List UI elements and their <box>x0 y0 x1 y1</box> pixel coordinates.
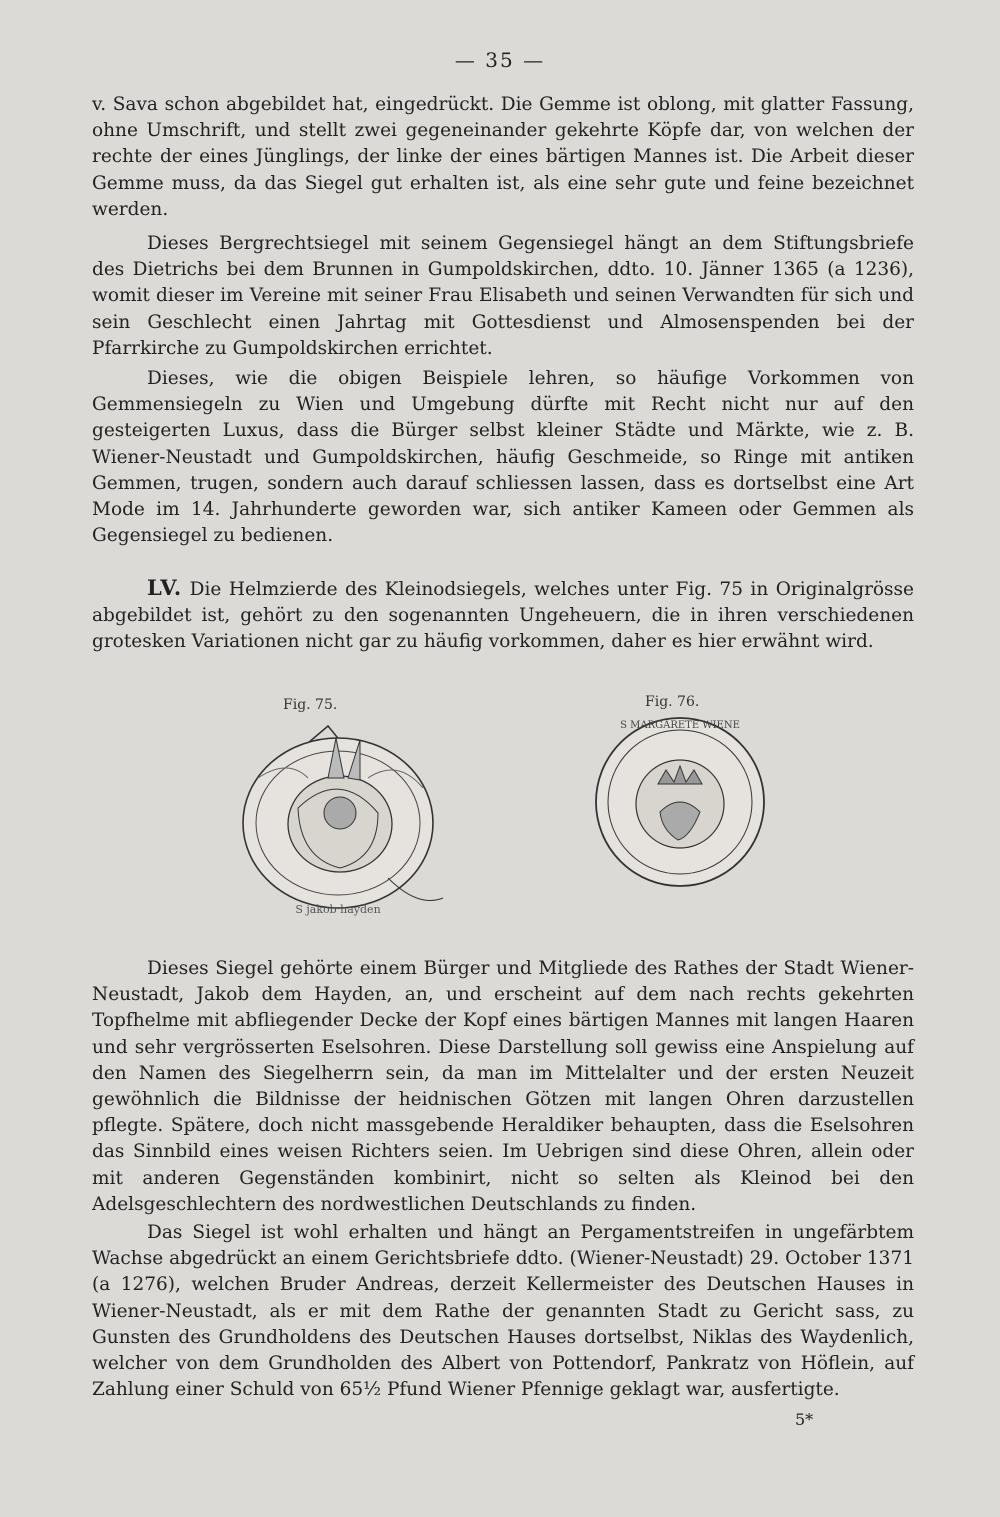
seal-illustration-fig-75 <box>228 718 458 918</box>
section-lv-text: Die Helmzierde des Kleinodsiegels, welches unter Fig. 75 in Originalgrösse abgebildet ist, gehört zu den sogenannten Ungeheuern, die in ihren verschiedenen grotesken Variationen nicht gar zu häufig vorkommen, daher es hier erwähnt wird. <box>92 579 914 653</box>
seal-illustration-fig-76 <box>590 712 770 892</box>
paragraph-bergrecht-seal: Dieses Bergrechtsiegel mit seinem Gegensiegel hängt an dem Stiftungsbriefe des Dietrichs bei dem Brunnen in Gumpoldskirchen, ddto. 10. Jänner 1365 (a 1236), womit dieser im Vereine mit seiner Frau Elisabeth und seinen Verwandten für sich und sein Geschlecht einen Jahrtag mit Gottesdienst und Almosenspenden bei der Pfarrkirche zu Gumpoldskirchen errichtet. <box>92 233 914 359</box>
paragraph-seal-charter: Das Siegel ist wohl erhalten und hängt an Pergamentstreifen in ungefärbtem Wachse abgedrückt an einem Gerichtsbriefe ddto. (Wiener-Neustadt) 29. October 1371 (a 1276), welchen Bruder Andreas, derzeit Kellermeister des Deutschen Hauses in Wiener-Neustadt, als er mit dem Rathe der genannten Stadt zu Gericht sass, zu Gunsten des Grundholdens des Deutschen Hauses dortselbst, Niklas des Waydenlich, welcher von dem Grundholden des Albert von Pottendorf, Pankratz von Höflein, auf Zahlung einer Schuld von 65½ Pfund Wiener Pfennige geklagt war, ausfertigte. <box>92 1222 914 1401</box>
signature-mark: 5* <box>795 1410 814 1429</box>
page-number: — 35 — <box>454 48 546 72</box>
section-number: LV. <box>147 575 183 600</box>
figure-76-caption: Fig. 76. <box>645 694 700 710</box>
figure-75-caption: Fig. 75. <box>283 697 338 713</box>
paragraph-section-lv <box>92 575 914 656</box>
paragraph-hayden-seal: Dieses Siegel gehörte einem Bürger und Mitgliede des Rathes der Stadt Wiener-Neustadt, Jakob dem Hayden, an, und erscheint auf dem nach rechts gekehrten Topfhelme mit abfliegender Decke der Kopf eines bärtigen Mannes mit langen Haaren und sehr vergrösserten Eselsohren. Diese Darstellung soll gewiss eine Anspielung auf den Namen des Siegelherrn sein, da man im Mittelalter und der ersten Neuzeit gewöhnlich die Bildnisse der heidnischen Götzen mit langen Ohren darzustellen pflegte. Spätere, doch nicht massgebende Heraldiker behaupten, dass die Eselsohren das Sinnbild eines weisen Richters seien. Im Uebrigen sind diese Ohren, allein oder mit anderen Gegenständen kombinirt, nicht so selten als Kleinod bei den Adelsgeschlechtern des nordwestlichen Deutschlands zu finden. <box>92 958 914 1215</box>
paragraph-gem-seals: Dieses, wie die obigen Beispiele lehren, so häufige Vorkommen von Gemmensiegeln zu Wien und Umgebung dürfte mit Recht nicht nur auf den gesteigerten Luxus, dass die Bürger selbst kleiner Städte und Märkte, wie z. B. Wiener-Neustadt und Gumpoldskirchen, häufig Geschmeide, so Ringe mit antiken Gemmen, trugen, sondern auch darauf schliessen lassen, dass es dortselbst eine Art Mode im 14. Jahrhunderte geworden war, sich antiker Kameen oder Gemmen als Gegensiegel zu bedienen. <box>92 368 914 547</box>
seal-legend-fig-75: S jakob hayden <box>295 903 381 916</box>
seal-legend-fig-76: S MARGARETE WIENE <box>620 720 740 731</box>
paragraph-gem-description: v. Sava schon abgebildet hat, eingedrückt. Die Gemme ist oblong, mit glatter Fassung, ohne Umschrift, und stellt zwei gegeneinander gekehrte Köpfe dar, von welchen der rechte der eines Jünglings, der linke der eines bärtigen Mannes ist. Die Arbeit dieser Gemme muss, da das Siegel gut erhalten ist, als eine sehr gute und feine bezeichnet werden. <box>92 94 914 220</box>
